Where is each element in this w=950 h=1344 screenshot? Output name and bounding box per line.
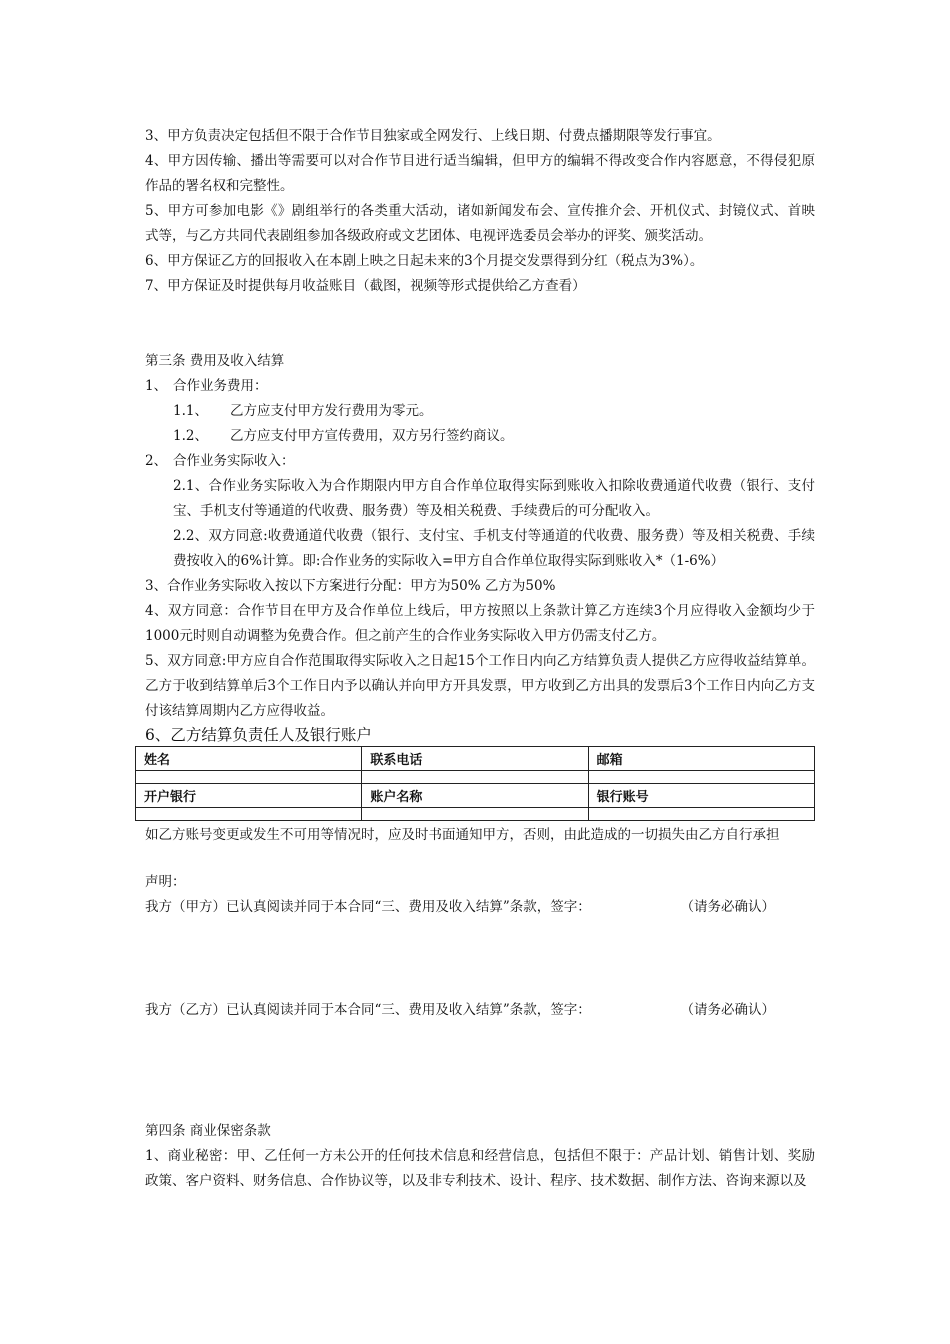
clause-number: 1.2、 [173, 428, 208, 444]
clause-3-1-2 [145, 424, 815, 449]
party-a-signature-line [145, 895, 815, 920]
spacer [145, 848, 815, 870]
article-4-title: 第四条 商业保密条款 [145, 1123, 271, 1139]
clause-3-2-2: 2.2、双方同意:收费通道代收费（银行、支付宝、手机支付等通道的代收费、服务费）等及相关税费、手续费按收入的6%计算。即:合作业务的实际收入=甲方自合作单位取得实际到账收入*（1-6%） [173, 528, 815, 569]
spacer [145, 299, 815, 349]
cell-account-name[interactable] [362, 808, 588, 821]
clause-2-7: 7、甲方保证及时提供每月收益账目（截图，视频等形式提供给乙方查看） [145, 278, 586, 294]
cell-account-number[interactable] [588, 808, 814, 821]
clause-2-6: 6、甲方保证乙方的回报收入在本剧上映之日起未来的3个月提交发票得到分红（税点为3%）。 [145, 253, 704, 269]
clause-label: 合作业务费用： [173, 378, 268, 394]
article-3-title: 第三条 费用及收入结算 [145, 353, 285, 369]
clause-3-2 [145, 449, 815, 474]
cell-name[interactable] [136, 771, 362, 784]
header-account-name: 账户名称 [362, 784, 588, 808]
table-row [136, 808, 815, 821]
confirm-hint: （请务必确认） [680, 1002, 775, 1018]
cell-bank[interactable] [136, 808, 362, 821]
clause-3-5: 5、双方同意:甲方应自合作范围取得实际收入之日起15个工作日内向乙方结算负责人提供乙方应得收益结算单。乙方于收到结算单后3个工作日内予以确认并向甲方开具发票，甲方收到乙方出具的发票后3个工作日内向乙方支付该结算周期内乙方应得收益。 [145, 653, 815, 719]
table-row [136, 784, 815, 808]
clause-3-3: 3、合作业务实际收入按以下方案进行分配：甲方为50% 乙方为50% [145, 578, 556, 594]
clause-3-6-heading: 6、乙方结算负责任人及银行账户 [145, 726, 372, 744]
table-row [136, 771, 815, 784]
sign-text: 我方（甲方）已认真阅读并同于本合同“三、费用及收入结算”条款，签字： [145, 899, 591, 915]
account-change-note: 如乙方账号变更或发生不可用等情况时，应及时书面通知甲方，否则，由此造成的一切损失由乙方自行承担 [145, 827, 780, 843]
clause-number: 2、 [145, 453, 168, 469]
statement-label: 声明： [145, 874, 186, 890]
header-bank: 开户银行 [136, 784, 362, 808]
header-email: 邮箱 [588, 747, 814, 771]
clause-text: 乙方应支付甲方宣传费用，双方另行签约商议。 [230, 428, 514, 444]
clause-3-1 [145, 374, 815, 399]
header-account-number: 银行账号 [588, 784, 814, 808]
cell-phone[interactable] [362, 771, 588, 784]
clause-3-2-1: 2.1、合作业务实际收入为合作期限内甲方自合作单位取得实际到账收入扣除收费通道代收费（银行、支付宝、手机支付等通道的代收费、服务费）等及相关税费、手续费后的可分配收入。 [173, 478, 815, 519]
clause-2-4: 4、甲方因传输、播出等需要可以对合作节目进行适当编辑，但甲方的编辑不得改变合作内容愿意，不得侵犯原作品的署名权和完整性。 [145, 153, 815, 194]
confirm-hint: （请务必确认） [680, 899, 775, 915]
header-phone: 联系电话 [362, 747, 588, 771]
spacer [145, 920, 815, 998]
clause-3-1-1 [145, 399, 815, 424]
party-b-signature-line [145, 998, 815, 1023]
clause-2-5: 5、甲方可参加电影《》剧组举行的各类重大活动，诸如新闻发布会、宣传推介会、开机仪式、封镜仪式、首映式等，与乙方共同代表剧组参加各级政府或文艺团体、电视评选委员会举办的评奖、颁奖活动。 [145, 203, 815, 244]
clause-number: 1、 [145, 378, 168, 394]
clause-2-3: 3、甲方负责决定包括但不限于合作节目独家或全网发行、上线日期、付费点播期限等发行事宜。 [145, 128, 721, 144]
clause-label: 合作业务实际收入： [173, 453, 295, 469]
clause-3-4: 4、双方同意：合作节目在甲方及合作单位上线后，甲方按照以上条款计算乙方连续3个月应得收入金额均少于1000元时则自动调整为免费合作。但之前产生的合作业务实际收入甲方仍需支付乙方。 [145, 603, 815, 644]
sign-text: 我方（乙方）已认真阅读并同于本合同“三、费用及收入结算”条款，签字： [145, 1002, 591, 1018]
table-row [136, 747, 815, 771]
clause-4-1: 1、商业秘密：甲、乙任何一方未公开的任何技术信息和经营信息，包括但不限于：产品计划、销售计划、奖励政策、客户资料、财务信息、合作协议等，以及非专利技术、设计、程序、技术数据、制作方法、咨询来源以及 [145, 1148, 815, 1189]
settlement-account-table [135, 746, 815, 821]
cell-email[interactable] [588, 771, 814, 784]
spacer [145, 1023, 815, 1119]
clause-number: 1.1、 [173, 403, 208, 419]
header-name: 姓名 [136, 747, 362, 771]
contract-page [145, 124, 815, 1194]
clause-text: 乙方应支付甲方发行费用为零元。 [230, 403, 433, 419]
